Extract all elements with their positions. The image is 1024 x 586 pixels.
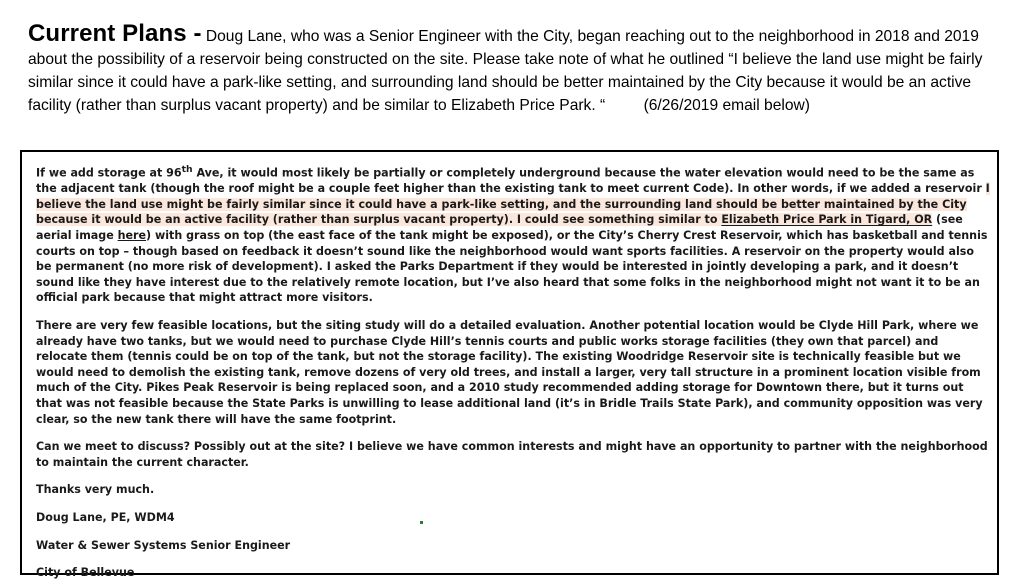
- email-excerpt-box: [20, 150, 999, 580]
- signature-title: Water & Sewer Systems Senior Engineer: [36, 538, 291, 552]
- slide-heading: Current Plans -: [28, 20, 202, 47]
- p1-text-c: (see aerial image: [36, 213, 963, 243]
- email-body: [36, 162, 991, 581]
- highlight-text: I believe the land use might be fairly similar since it could have a park-like setting, and the surrounding land should be better maintained by the City because it would be an active facility (rather than surplus vacant property). I could see something similar to: [36, 182, 990, 227]
- intro-text: Doug Lane, who was a Senior Engineer with the City, began reaching out to the neighborhood in 2018 and 2019 about the possibility of a reservoir being constructed on the site. Please take note of what he outlined “I believe the land use might be fairly similar since it could have a park-like setting, and surrounding land should be better maintained by the City because it would be an active facility (rather than surplus vacant property) and be similar to Elizabeth Price Park. “: [28, 28, 983, 114]
- date-note: (6/26/2019 email below): [643, 97, 810, 114]
- email-paragraph-1: [36, 162, 991, 306]
- intro-paragraph: [28, 22, 1003, 117]
- elizabeth-price-park-link[interactable]: Elizabeth Price Park in Tigard, OR: [721, 213, 933, 227]
- p1-text-a: If we add storage at 96: [36, 166, 182, 180]
- signature-name: Doug Lane, PE, WDM4: [36, 510, 175, 524]
- email-paragraph-4: Thanks very much.: [36, 483, 155, 497]
- email-paragraph-2: There are very few feasible locations, but the siting study will do a detailed evaluation. Another potential location would be Clyde Hill Park, where we already have two tanks, but we would need to purchase Clyde Hill’s tennis courts and public works storage facilities (they own that parcel) and relocate them (tennis could be on top of the tank, but not the storage facility). The existing Woodridge Reservoir site is technically feasible but we would need to demolish the existing tank, remove dozens of very old trees, and install a larger, very tall structure in a prominent location visible from much of the City. Pikes Peak Reservoir is being replaced soon, and a 2010 study recommended adding storage for Downtown there, but it turns out that was not feasible because the State Parks is unwilling to lease additional land (it’s in Bridle Trails State Park), and community opposition was very clear, so the new tank there will have the same footprint.: [36, 319, 983, 426]
- signature-block: [36, 510, 991, 581]
- signature-org: City of Bellevue: [36, 566, 135, 580]
- p1-text-d: ) with grass on top (the east face of the tank might be exposed), or the City’s Cherry Crest Reservoir, which has basketball and tennis courts on top – though based on feedback it doesn’t sound like the neighborhood would want sports facilities. A reservoir on the property would also be permanent (no more risk of development). I asked the Parks Department if they would be interested in jointly developing a park, and it doesn’t sound like they have interest due to the relatively remote location, but I’ve also heard that some folks in the neighborhood might not want it to be an official park because that might attract more visitors.: [36, 229, 988, 305]
- aerial-image-link[interactable]: here: [117, 229, 147, 243]
- stray-mark: [420, 521, 423, 524]
- p1-text-b: Ave, it would most likely be partially or completely underground because the water elevation would need to be the same as the adjacent tank (though the roof might be a couple feet higher than the existing tank to meet current Code). In other words, if we added a reservoir: [36, 166, 986, 196]
- email-paragraph-3: Can we meet to discuss? Possibly out at the site? I believe we have common interests and might have an opportunity to partner with the neighborhood to maintain the current character.: [36, 440, 988, 469]
- p1-superscript: th: [181, 164, 193, 175]
